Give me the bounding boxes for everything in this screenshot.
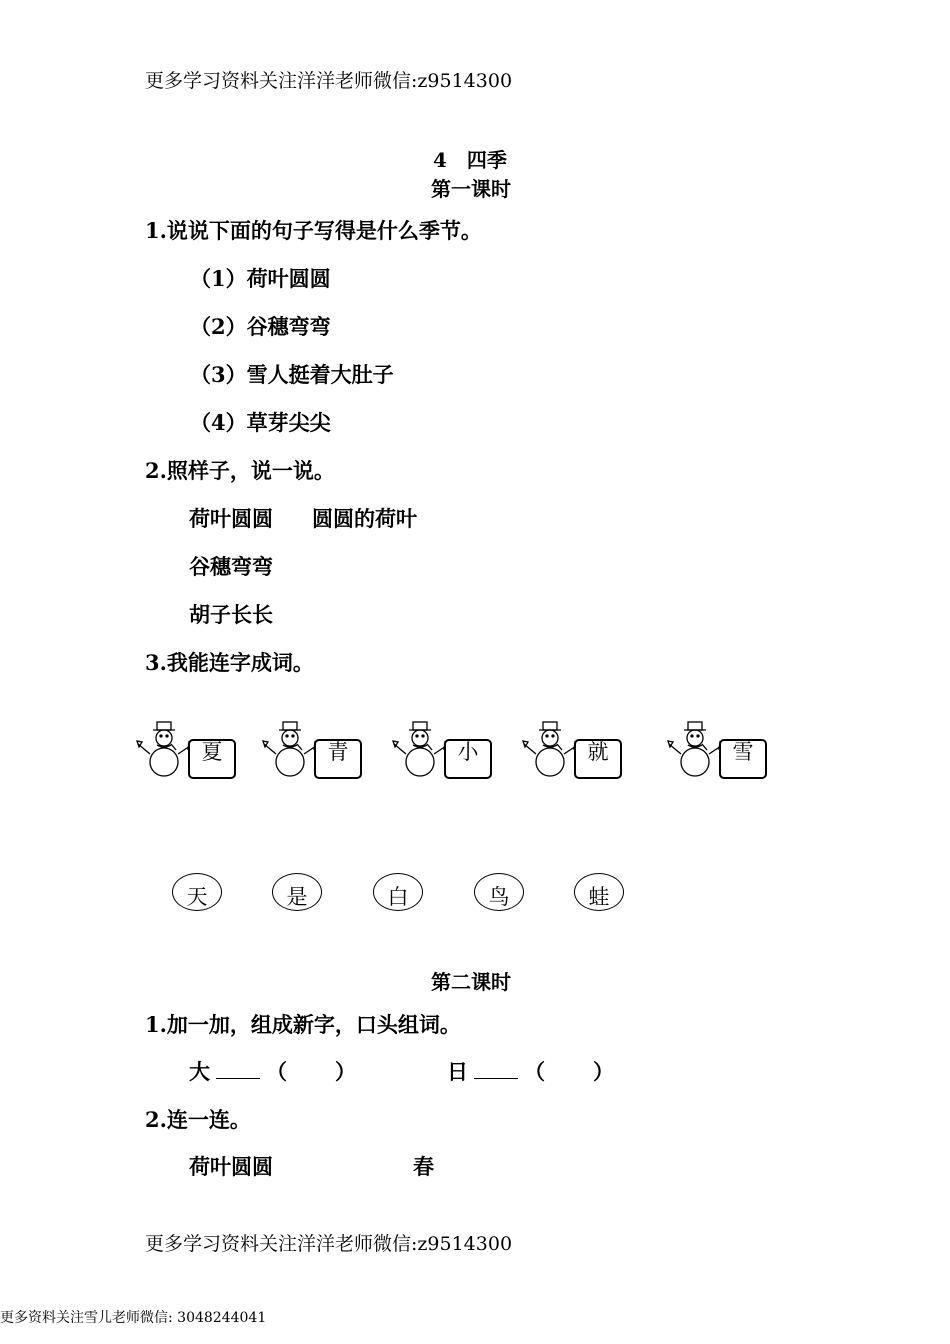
s2-q2-prompt: 2.连一连。: [145, 1107, 251, 1132]
s1-q1-item-3: （3）雪人挺着大肚子: [190, 362, 394, 387]
paren-close: ）: [335, 1059, 356, 1084]
section-1-title: 第一课时: [431, 177, 511, 201]
s2-q1-right-blank[interactable]: [474, 1058, 518, 1079]
section-2-title: 第二课时: [431, 970, 511, 994]
char-circle-5: 蛙: [574, 873, 624, 911]
char-box-3: 小: [444, 739, 492, 779]
s1-q3-prompt: 3.我能连字成词。: [145, 650, 314, 675]
s2-q1-right-char: 日: [447, 1059, 468, 1084]
s2-q2-left: 荷叶圆圆: [189, 1154, 273, 1179]
s1-q2-example-b: 圆圆的荷叶: [312, 506, 417, 531]
s1-q2-item-1: 谷穗弯弯: [189, 554, 273, 579]
s1-q2-prompt: 2.照样子，说一说。: [145, 458, 335, 483]
s2-q1-right-group: [447, 1056, 614, 1086]
s1-q2-example-a: 荷叶圆圆: [189, 506, 273, 531]
s1-q1-prompt: 1.说说下面的句子写得是什么季节。: [145, 218, 482, 243]
s2-q2-right: 春: [413, 1154, 434, 1179]
paren-open: （: [524, 1059, 545, 1084]
paren-open: （: [266, 1059, 287, 1084]
s2-q1-left-char: 大: [189, 1059, 210, 1084]
char-circle-3: 白: [373, 873, 423, 911]
s2-q1-left-blank[interactable]: [216, 1058, 260, 1079]
s2-q1-prompt: 1.加一加，组成新字，口头组词。: [145, 1012, 461, 1037]
footer-note: 更多学习资料关注洋洋老师微信:z9514300: [145, 1233, 513, 1255]
s1-q1-item-4: （4）草芽尖尖: [190, 410, 331, 435]
bottom-corner-note: 更多资料关注雪儿老师微信: 3048244041: [0, 1310, 267, 1326]
paren-close: ）: [593, 1059, 614, 1084]
char-box-5: 雪: [719, 739, 767, 779]
char-circle-1: 天: [172, 873, 222, 911]
char-circle-2: 是: [272, 873, 322, 911]
s1-q2-item-2: 胡子长长: [189, 602, 273, 627]
lesson-title: 4 四季: [433, 148, 507, 172]
char-circle-4: 鸟: [474, 873, 524, 911]
header-note: 更多学习资料关注洋洋老师微信:z9514300: [145, 70, 513, 92]
s1-q1-item-2: （2）谷穗弯弯: [190, 314, 331, 339]
char-box-2: 青: [314, 739, 362, 779]
s2-q1-left-group: [189, 1056, 356, 1086]
char-box-4: 就: [574, 739, 622, 779]
char-box-1: 夏: [188, 739, 236, 779]
s1-q1-item-1: （1）荷叶圆圆: [190, 266, 331, 291]
